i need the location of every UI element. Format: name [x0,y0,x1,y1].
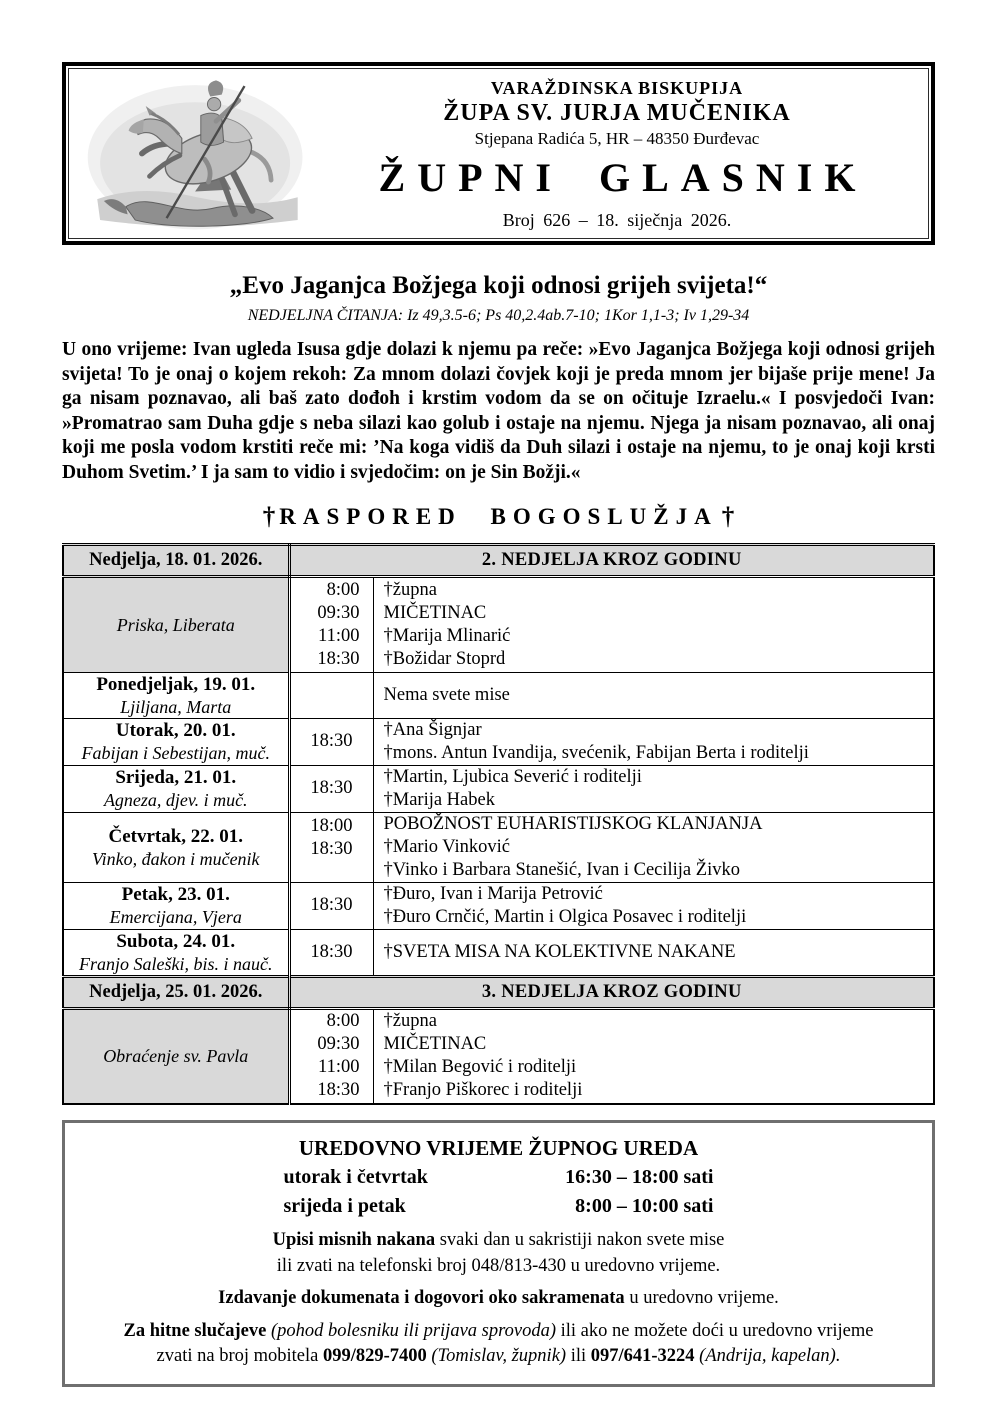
schedule-day-row [63,718,934,765]
day-cell [63,576,289,672]
day-cell [63,1008,289,1104]
masthead-frame [68,68,929,239]
mass-intention: †Marija Habek [383,789,495,810]
sunday-readings: NEDJELJNA ČITANJA: Iz 49,3.5-6; Ps 40,2.4ab.7-10; 1Kor 1,1-3; Iv 1,29-34 [247,307,750,324]
hours-days: srijeda i petak [283,1195,406,1218]
masthead [62,62,935,245]
intention-cell [373,765,934,812]
mass-intention: †Božidar Stoprd [383,648,506,669]
day-label: Subota, 24. 01. [116,930,236,952]
masthead-parish: ŽUPA SV. JURJA MUČENIKA [443,100,791,126]
office-box [62,1120,935,1387]
day-cell [63,812,289,882]
office-title: UREDOVNO VRIJEME ŽUPNOG UREDA [298,1136,699,1161]
day-cell [63,765,289,812]
hours-time: 8:00 – 10:00 sati [575,1195,714,1218]
time-cell [289,576,373,672]
saint-label: Fabijan i Sebestijan, muč. [81,743,270,764]
note-bold: Upisi misnih nakana [272,1230,436,1251]
schedule-day-row [63,576,934,672]
gospel-text: U ono vrijeme: Ivan ugleda Isusa gdje dolazi k njemu pa reče: »Evo Jaganjca Božjega koji odnosi grijeh svijeta! To je onaj o kojem rekoh: Za mnom dolazi čovjek koji je preda mnom jer bijaše prije mene! Ja ga nisam poznavao, ali baš zato dođoh i krstim vodom da se on očituje Izraelu.« I posvjedoči Ivan: »Promatrao sam Duha gdje s neba silazi kao golub i ostaje na njemu. Njega ja nisam poznavao, ali onaj koji me posla vodom krstiti reče mi: ’Na koga vidiš da Duh silazi i ostaje na njemu, to je onaj koji krsti Duhom Svetim.’ I ja sam to vidio i svjedočim: on je Sin Božji.« [62,339,935,483]
st-george-engraving [69,69,324,238]
phone-number: 099/829-7400 [322,1346,427,1367]
saint-label: Franjo Saleški, bis. i nauč. [79,953,273,974]
saint-label: Obraćenje sv. Pavla [103,1046,249,1067]
schedule-heading-text: RASPORED BOGOSLUŽJA [279,503,718,529]
mass-intention: †Đuro Crnčić, Martin i Olgica Posavec i roditelji [383,906,747,927]
mass-time: 11:00 [318,1057,360,1078]
note-text: ili [570,1346,591,1367]
saint-label: Emercijana, Vjera [109,907,242,928]
mass-time: 18:30 [317,648,360,669]
mass-time: 18:00 [310,815,353,836]
schedule-day-row [63,672,934,718]
schedule-section-row [63,544,934,576]
section-date: Nedjelja, 25. 01. 2026. [63,976,289,1008]
gospel-headline: „Evo Jaganjca Božjega koji odnosi grijeh svijeta!“ [229,272,768,299]
mass-intention: †Đuro, Ivan i Marija Petrović [383,883,603,904]
day-cell [63,929,289,976]
saint-label: Ljiljana, Marta [120,696,232,717]
mass-intention: MIČETINAC [383,1034,487,1055]
section-date: Nedjelja, 18. 01. 2026. [63,544,289,576]
dagger-left-icon: † [262,502,276,530]
saint-label: Priska, Liberata [116,614,235,635]
schedule-section-row [63,976,934,1008]
phone-owner: (Tomislav, župnik) [426,1346,571,1367]
schedule-day-row [63,812,934,882]
masthead-address: Stjepana Radića 5, HR – 48350 Đurđevac [474,129,760,148]
mass-intention: †SVETA MISA NA KOLEKTIVNE NAKANE [383,941,736,962]
schedule-day-row [63,929,934,976]
time-cell [289,1008,373,1104]
day-label: Petak, 23. 01. [121,884,230,906]
mass-intention: †župna [383,579,437,600]
note-bold: Izdavanje dokumenata i dogovori oko sakramenata [218,1288,625,1309]
time-cell: 18:30 [289,765,373,812]
section-season: 2. NEDJELJA KROZ GODINU [289,544,934,576]
saint-label: Vinko, đakon i mučenik [91,848,260,869]
mass-intention: †Ana Šignjar [383,719,482,740]
time-cell [289,672,373,718]
issue-line: Broj 626 – 18. siječnja 2026. [502,210,732,230]
schedule-heading [62,503,935,531]
bulletin-title: ŽUPNI GLASNIK [378,155,868,200]
day-label: Utorak, 20. 01. [115,720,236,742]
saint-label: Agneza, djev. i muč. [103,790,248,811]
mass-intention: †Vinko i Barbara Stanešić, Ivan i Cecilija Živko [383,859,740,880]
mass-time: 18:30 [310,838,353,859]
note-text: u uredovno vrijeme. [624,1288,779,1309]
note-italic: (pohod bolesniku ili prijava sprovoda) [266,1320,561,1341]
time-cell: 18:30 [289,718,373,765]
office-hours [284,1163,714,1221]
mass-time: 8:00 [326,579,360,600]
mass-intention: †mons. Antun Ivandija, svećenik, Fabijan Berta i roditelji [383,742,809,763]
mass-intention: †Marija Mlinarić [383,625,511,646]
masthead-diocese: VARAŽDINSKA BISKUPIJA [490,78,744,98]
intention-cell [373,718,934,765]
intention-cell [373,929,934,976]
day-cell [63,672,289,718]
intention-cell [373,1008,934,1104]
mass-intention: †župna [383,1011,437,1032]
schedule-day-row [63,765,934,812]
day-label: Ponedjeljak, 19. 01. [96,673,256,695]
time-cell: 18:30 [289,882,373,929]
intention-cell [373,672,934,718]
note-text: svaki dan u sakristiji nakon svete mise [435,1230,725,1251]
gospel-section [62,272,935,486]
schedule-day-row [63,882,934,929]
mass-intention: POBOŽNOST EUHARISTIJSKOG KLANJANJA [383,813,763,834]
mass-intention: †Mario Vinković [383,836,510,857]
note-text: ili ako ne možete doći u uredovno vrijeme [560,1320,874,1341]
schedule-table [62,543,935,1106]
mass-time: 8:00 [326,1011,360,1032]
note-text: zvati na broj mobitela [156,1346,323,1367]
day-label: Četvrtak, 22. 01. [108,825,244,847]
mass-intention: †Milan Begović i roditelji [383,1057,577,1078]
time-cell: 18:30 [289,929,373,976]
mass-time: 11:00 [318,625,360,646]
mass-time: 18:30 [317,1080,360,1101]
day-cell [63,882,289,929]
phone-number: 097/641-3224 [590,1346,695,1367]
hours-days: utorak i četvrtak [283,1166,428,1189]
dagger-right-icon: † [721,502,735,530]
office-hours-row [284,1192,714,1221]
intention-cell [373,812,934,882]
mass-intention: †Franjo Piškorec i roditelji [383,1080,583,1101]
note-emergency [89,1319,908,1345]
note-documents [89,1286,908,1312]
mass-time: 09:30 [317,1034,360,1055]
mass-intention: †Martin, Ljubica Severić i roditelji [383,766,642,787]
note-mass-intentions [89,1228,908,1254]
intention-cell [373,882,934,929]
note-phone-office: ili zvati na telefonski broj 048/813-430 u uredovno vrijeme. [276,1255,721,1276]
phone-owner: (Andrija, kapelan). [694,1346,841,1367]
section-season: 3. NEDJELJA KROZ GODINU [289,976,934,1008]
note-emergency-phones [89,1344,908,1370]
note-bold: Za hitne slučajeve [123,1320,267,1341]
mass-intention: MIČETINAC [383,602,487,623]
day-label: Srijeda, 21. 01. [115,767,237,789]
mass-intention: Nema svete mise [383,684,510,705]
hours-time: 16:30 – 18:00 sati [565,1166,714,1189]
mass-time: 09:30 [317,602,360,623]
intention-cell [373,576,934,672]
day-cell [63,718,289,765]
schedule-day-row [63,1008,934,1104]
office-hours-row [284,1163,714,1192]
time-cell [289,812,373,882]
